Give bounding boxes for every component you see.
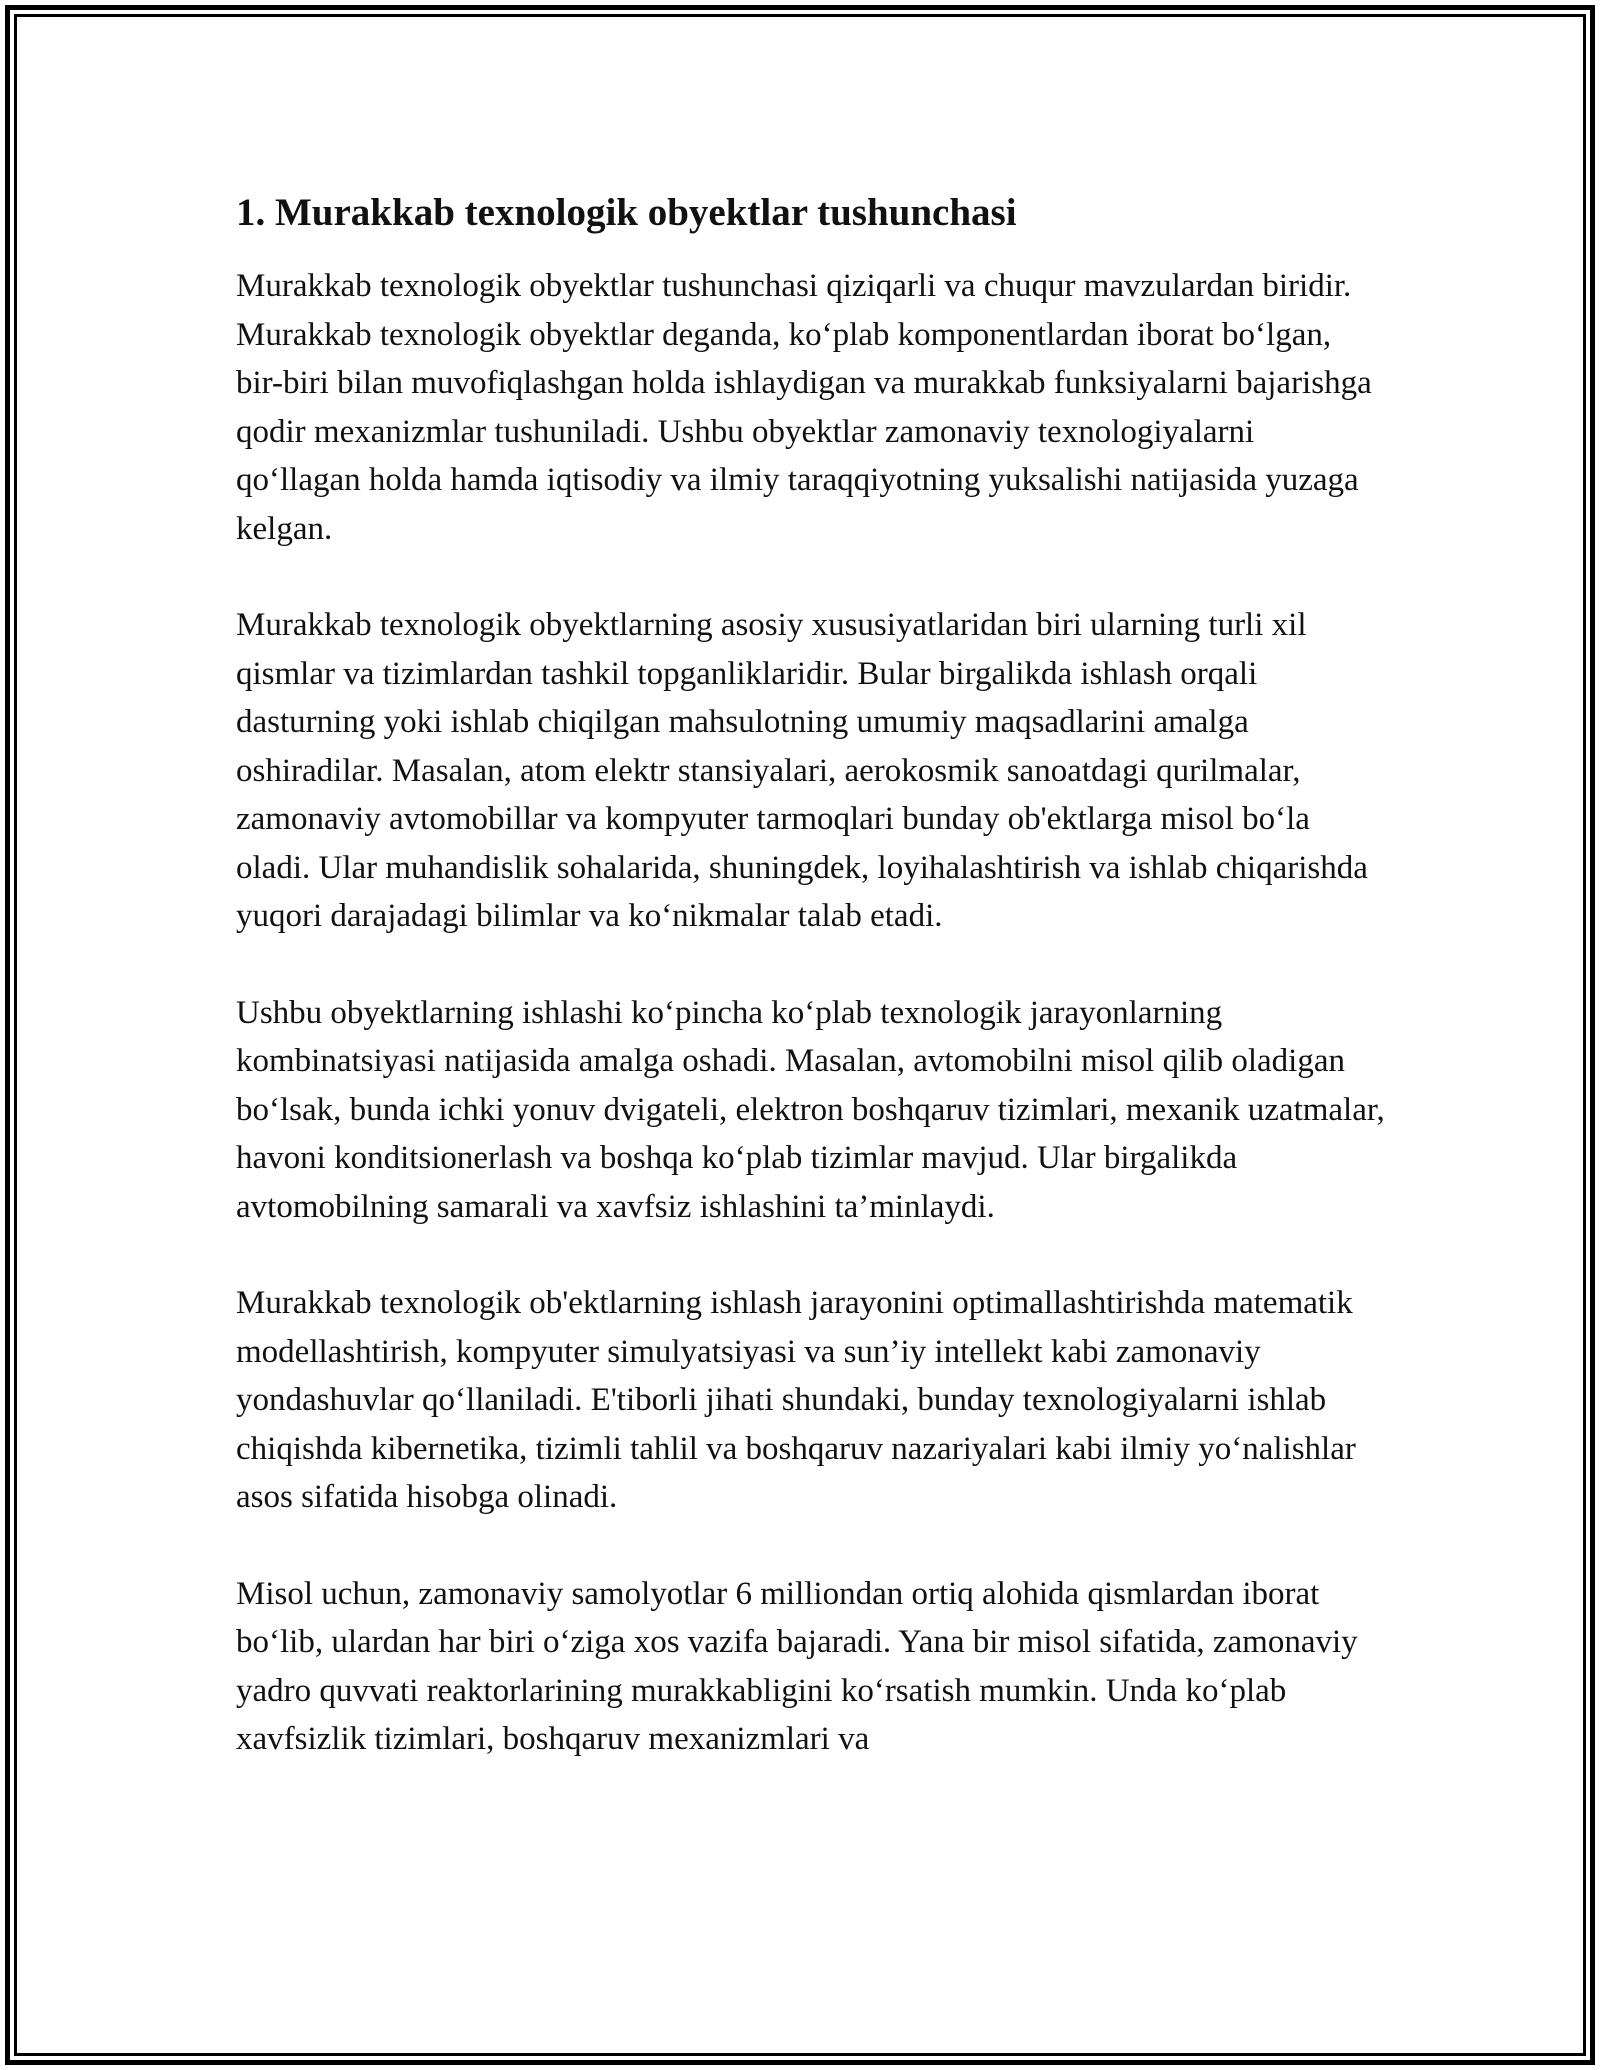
- paragraph-1: Murakkab texnologik obyektlar tushunchasi qiziqarli va chuqur mavzulardan biridir. Murakkab texnologik obyektlar deganda, ko‘plab komponentlardan iborat bo‘lgan, bir-biri bilan muvofiqlashgan holda ishlaydigan va murakkab funksiyalarni bajarishga qodir mexanizmlar tushuniladi. Ushbu obyektlar zamonaviy texnologiyalarni qo‘llagan holda hamda iqtisodiy va ilmiy taraqqiyotning yuksalishi natijasida yuzaga kelgan.: [236, 268, 1372, 547]
- section-heading: 1. Murakkab texnologik obyektlar tushunchasi: [236, 191, 1017, 234]
- document-content: [236, 184, 1386, 1812]
- paragraph-2: Murakkab texnologik obyektlarning asosiy xususiyatlaridan biri ularning turli xil qismlar va tizimlardan tashkil topganliklaridir. Bular birgalikda ishlash orqali dasturning yoki ishlab chiqilgan mahsulotning umumiy maqsadlarini amalga oshiradilar. Masalan, atom elektr stansiyalari, aerokosmik sanoatdagi qurilmalar, zamonaviy avtomobillar va kompyuter tarmoqlari bunday ob'ektlarga misol bo‘la oladi. Ular muhandislik sohalarida, shuningdek, loyihalashtirish va ishlab chiqarishda yuqori darajadagi bilimlar va ko‘nikmalar talab etadi.: [236, 607, 1368, 934]
- paragraph-3: Ushbu obyektlarning ishlashi ko‘pincha ko‘plab texnologik jarayonlarning kombinatsiyasi natijasida amalga oshadi. Masalan, avtomobilni misol qilib oladigan bo‘lsak, bunda ichki yonuv dvigateli, elektron boshqaruv tizimlari, mexanik uzatmalar, havoni konditsionerlash va boshqa ko‘plab tizimlar mavjud. Ular birgalikda avtomobilning samarali va xavfsiz ishlashini ta’minlaydi.: [236, 994, 1385, 1225]
- paragraph-4: Murakkab texnologik ob'ektlarning ishlash jarayonini optimallashtirishda matematik modellashtirish, kompyuter simulyatsiyasi va sun’iy intellekt kabi zamonaviy yondashuvlar qo‘llaniladi. E'tiborli jihati shundaki, bunday texnologiyalarni ishlab chiqishda kibernetika, tizimli tahlil va boshqaruv nazariyalari kabi ilmiy yo‘nalishlar asos sifatida hisobga olinadi.: [236, 1285, 1356, 1515]
- paragraph-5: Misol uchun, zamonaviy samolyotlar 6 milliondan ortiq alohida qismlardan iborat bo‘lib, ulardan har biri o‘ziga xos vazifa bajaradi. Yana bir misol sifatida, zamonaviy yadro quvvati reaktorlarining murakkabligini ko‘rsatish mumkin. Unda ko‘plab xavfsizlik tizimlari, boshqaruv mexanizmlari va: [236, 1575, 1358, 1757]
